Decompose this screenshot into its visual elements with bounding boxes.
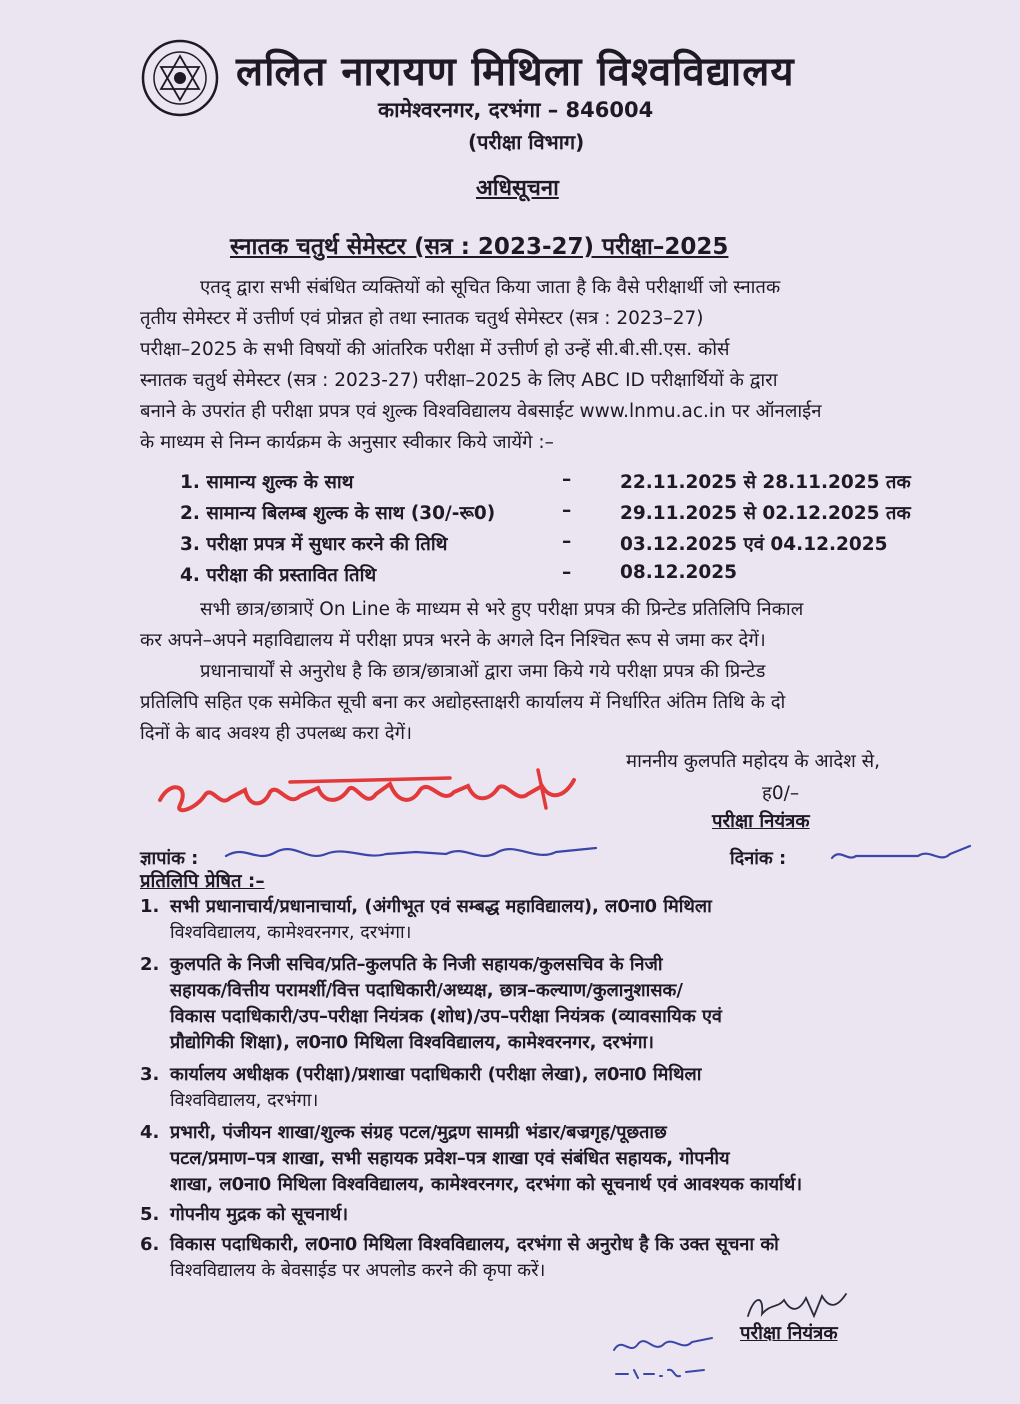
list-item-number: 1. <box>140 896 160 917</box>
list-item-number: 6. <box>140 1234 160 1255</box>
list-item-line: प्रभारी, पंजीयन शाखा/शुल्क संग्रह पटल/मुद्रण सामग्री भंडार/बज्रगृह/पूछताछ <box>170 1122 667 1143</box>
paragraph-line: दिनों के बाद अवश्य ही उपलब्ध करा देगें। <box>140 723 413 744</box>
list-item <box>140 1202 936 1228</box>
list-item-line: सभी प्रधानाचार्य/प्रधानाचार्या, (अंगीभूत एवं सम्बद्ध महाविद्यालय), ल0ना0 मिथिला <box>170 896 712 917</box>
schedule-dash: – <box>562 531 572 552</box>
paragraph-line: बनाने के उपरांत ही परीक्षा प्रपत्र एवं शुल्क विश्वविद्यालय वेबसाईट www.lnmu.ac.in पर ऑनलाईन <box>140 401 822 422</box>
paragraph-line: प्रधानाचार्यों से अनुरोध है कि छात्र/छात्राओं द्वारा जमा किये गये परीक्षा प्रपत्र की प्रिन्टेड <box>200 661 766 682</box>
schedule-dash: – <box>562 469 572 490</box>
instruction-paragraph <box>140 594 960 656</box>
schedule-row <box>180 528 940 559</box>
schedule-date: 22.11.2025 से 28.11.2025 तक <box>620 472 911 493</box>
list-item-number: 4. <box>140 1122 160 1143</box>
list-item-line: विश्वविद्यालय, कामेश्वरनगर, दरभंगा। <box>170 922 412 943</box>
university-seal-icon <box>140 38 220 118</box>
notification-title: अधिसूचना <box>476 176 559 201</box>
schedule-dash: – <box>562 500 572 521</box>
date-handwritten <box>826 836 976 872</box>
department-name: (परीक्षा विभाग) <box>468 130 585 154</box>
list-item-line: विश्वविद्यालय, दरभंगा। <box>170 1090 319 1111</box>
order-line: माननीय कुलपति महोदय के आदेश से, <box>626 751 881 772</box>
list-item-line: सहायक/वित्तीय परामर्शी/वित्त पदाधिकारी/अध्यक्ष, छात्र–कल्याण/कुलानुशासक/ <box>170 980 683 1001</box>
paragraph-line: सभी छात्र/छात्राऐं On Line के माध्यम से भरे हुए परीक्षा प्रपत्र की प्रिन्टेड प्रतिलिपि निकाल <box>200 599 804 620</box>
paragraph-line: परीक्षा–2025 के सभी विषयों की आंतरिक परीक्षा में उत्तीर्ण हो उन्हें सी.बी.सी.एस. कोर्स <box>140 339 730 360</box>
list-item-line: विश्वविद्यालय के बेवसाईड पर अपलोड करने की कृपा करें। <box>170 1260 546 1281</box>
schedule-label: 1. सामान्य शुल्क के साथ <box>180 472 354 493</box>
memo-number-handwritten <box>216 834 606 874</box>
list-item <box>140 894 936 946</box>
paragraph-line: स्नातक चतुर्थ सेमेस्टर (सत्र : 2023-27) परीक्षा–2025 के लिए ABC ID परीक्षार्थियों के द्वारा <box>140 370 778 391</box>
signed-mark: ह0/– <box>762 783 800 804</box>
schedule-row <box>180 559 940 590</box>
schedule-date: 03.12.2025 एवं 04.12.2025 <box>620 534 888 555</box>
schedule-date: 08.12.2025 <box>620 562 738 583</box>
schedule-row <box>180 466 940 497</box>
red-handwritten-signature <box>150 760 590 830</box>
list-item-line: प्रौद्योगिकी शिक्षा), ल0ना0 मिथिला विश्वविद्यालय, कामेश्वरनगर, दरभंगा। <box>170 1032 654 1053</box>
schedule-date: 29.11.2025 से 02.12.2025 तक <box>620 503 911 524</box>
list-item-line: कार्यालय अधीक्षक (परीक्षा)/प्रशाखा पदाधिकारी (परीक्षा लेखा), ल0ना0 मिथिला <box>170 1064 702 1085</box>
receiver-signature <box>608 1330 718 1384</box>
paragraph-line: प्रतिलिपि सहित एक समेकित सूची बना कर अद्योहस्ताक्षरी कार्यालय में निर्धारित अंतिम तिथि के दो <box>140 692 786 713</box>
paragraph-line: कर अपने–अपने महाविद्यालय में परीक्षा प्रपत्र भरने के अगले दिन निश्चित रूप से जमा कर देगें। <box>140 630 766 651</box>
principal-request-paragraph <box>140 656 960 749</box>
controller-title: परीक्षा नियंत्रक <box>712 811 810 832</box>
list-item <box>140 1232 936 1284</box>
paragraph-line: तृतीय सेमेस्टर में उत्तीर्ण एवं प्रोन्नत हो तथा स्नातक चतुर्थ सेमेस्टर (सत्र : 2023–27) <box>140 308 704 329</box>
date-label: दिनांक : <box>730 848 787 869</box>
list-item-number: 5. <box>140 1204 160 1225</box>
list-item-line: विकास पदाधिकारी, ल0ना0 मिथिला विश्वविद्यालय, दरभंगा से अनुरोध है कि उक्त सूचना को <box>170 1234 779 1255</box>
schedule-row <box>180 497 940 528</box>
notification-subject: स्नातक चतुर्थ सेमेस्टर (सत्र : 2023-27) परीक्षा–2025 <box>230 234 729 260</box>
schedule-dash: – <box>562 562 572 583</box>
list-item <box>140 952 936 1056</box>
list-item-line: कुलपति के निजी सचिव/प्रति–कुलपति के निजी सहायक/कुलसचिव के निजी <box>170 954 663 975</box>
schedule-label: 4. परीक्षा की प्रस्तावित तिथि <box>180 565 377 586</box>
list-item-line: पटल/प्रमाण–पत्र शाखा, सभी सहायक प्रवेश–पत्र शाखा एवं संबंधित सहायक, गोपनीय <box>170 1148 730 1169</box>
intro-paragraph <box>140 272 960 458</box>
schedule-list <box>180 466 940 590</box>
list-item <box>140 1120 936 1198</box>
list-item-number: 2. <box>140 954 160 975</box>
university-address: कामेश्वरनगर, दरभंगा – 846004 <box>378 98 654 122</box>
list-item-line: विकास पदाधिकारी/उप–परीक्षा नियंत्रक (शोध)/उप–परीक्षा नियंत्रक (व्यावसायिक एवं <box>170 1006 722 1027</box>
memo-number-label: ज्ञापांक : <box>140 848 199 869</box>
list-item <box>140 1062 936 1114</box>
paragraph-line: के माध्यम से निम्न कार्यक्रम के अनुसार स्वीकार किये जायेंगे :– <box>140 432 554 453</box>
list-item-line: शाखा, ल0ना0 मिथिला विश्वविद्यालय, कामेश्वरनगर, दरभंगा को सूचनार्थ एवं आवश्यक कार्यार्थ। <box>170 1174 803 1195</box>
copy-to-list <box>140 894 936 1284</box>
university-name: ललित नारायण मिथिला विश्वविद्यालय <box>236 49 795 95</box>
list-item-number: 3. <box>140 1064 160 1085</box>
copy-to-heading: प्रतिलिपि प्रेषित :– <box>140 871 265 892</box>
schedule-label: 3. परीक्षा प्रपत्र में सुधार करने की तिथि <box>180 534 448 555</box>
schedule-label: 2. सामान्य बिलम्ब शुल्क के साथ (30/-रू0) <box>180 503 496 524</box>
paragraph-line: एतद् द्वारा सभी संबंधित व्यक्तियों को सूचित किया जाता है कि वैसे परीक्षार्थी जो स्नातक <box>200 277 781 298</box>
footer-controller-title: परीक्षा नियंत्रक <box>740 1323 838 1344</box>
list-item-line: गोपनीय मुद्रक को सूचनार्थ। <box>170 1204 349 1225</box>
